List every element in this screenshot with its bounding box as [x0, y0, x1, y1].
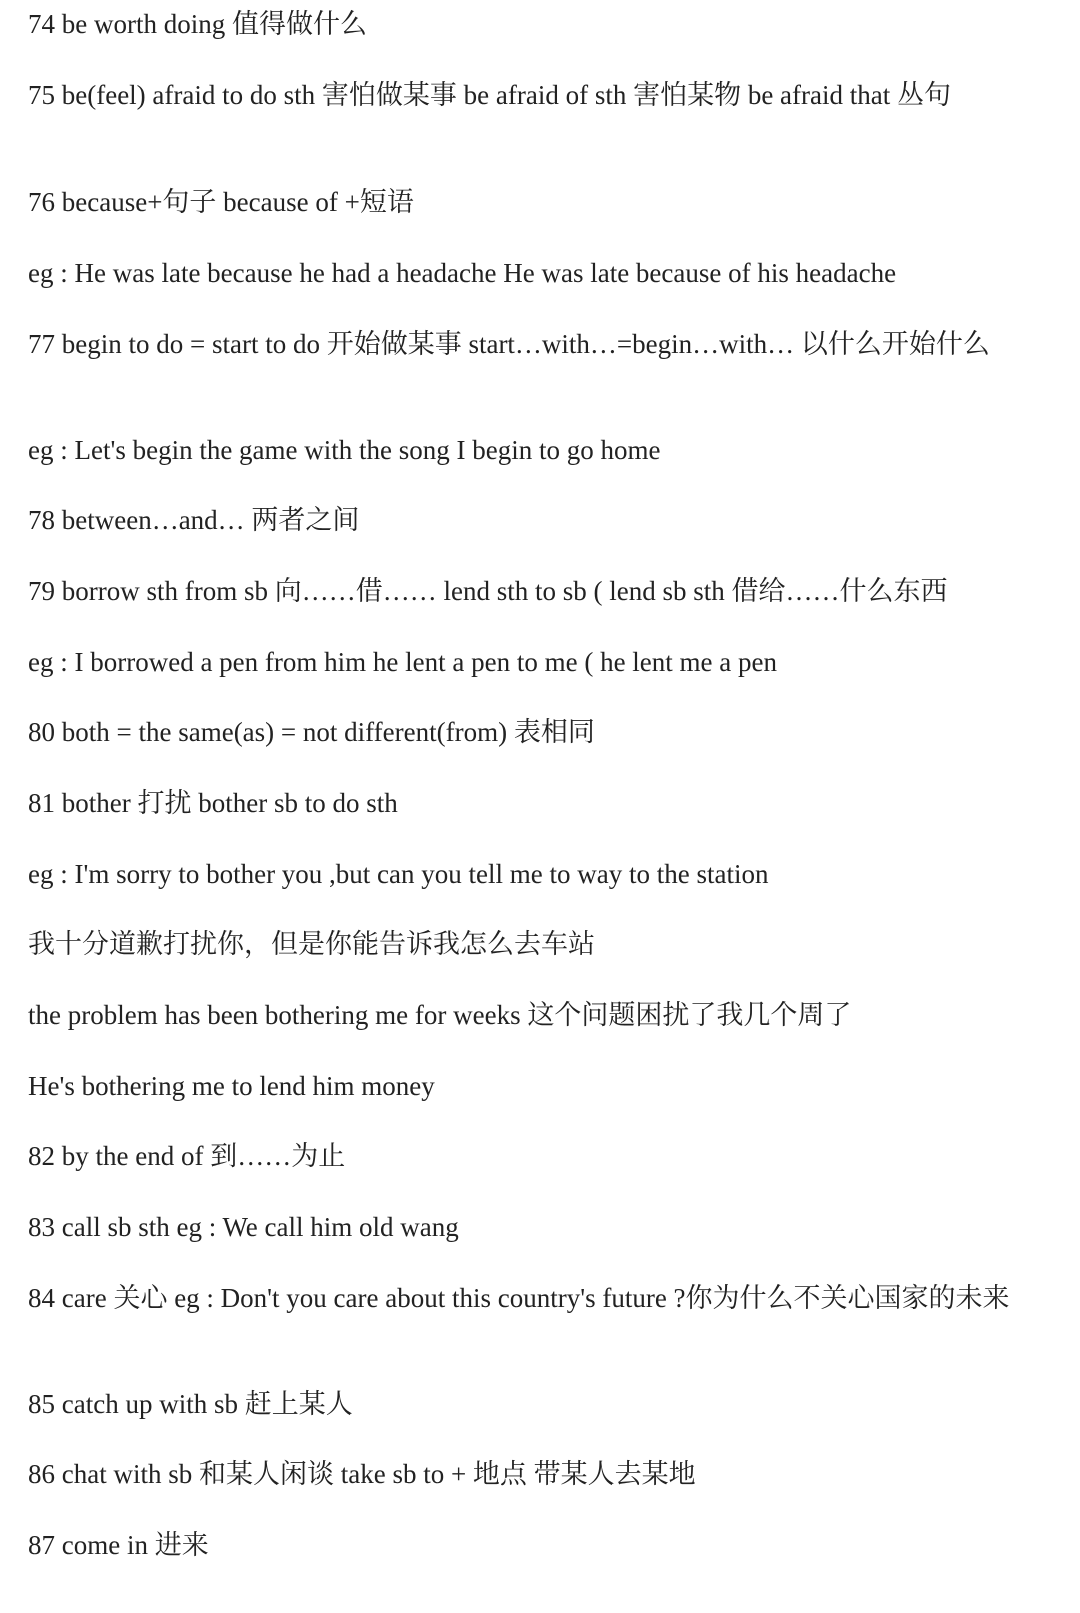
entry-79: 79 borrow sth from sb 向……借…… lend sth to sb ( lend sb sth 借给……什么东西: [28, 576, 948, 606]
entry-76: 76 because+句子 because of +短语: [28, 187, 414, 217]
entry-84: 84 care 关心 eg : Don't you care about this country's future ?你为什么不关心国家的未来: [28, 1283, 1010, 1313]
translation-81: 我十分道歉打扰你，但是你能告诉我怎么去车站: [28, 929, 595, 959]
entry-77: 77 begin to do = start to do 开始做某事 start…with…=begin…with… 以什么开始什么: [28, 329, 990, 359]
entry-81: 81 bother 打扰 bother sb to do sth: [28, 788, 398, 818]
entry-85: 85 catch up with sb 赶上某人: [28, 1389, 353, 1419]
example-79: eg : I borrowed a pen from him he lent a pen to me ( he lent me a pen: [28, 647, 777, 677]
entry-74: 74 be worth doing 值得做什么: [28, 9, 367, 39]
entry-83: 83 call sb sth eg : We call him old wang: [28, 1212, 459, 1242]
entry-80: 80 both = the same(as) = not different(from) 表相同: [28, 717, 595, 747]
entry-82: 82 by the end of 到……为止: [28, 1141, 346, 1171]
entry-87: 87 come in 进来: [28, 1530, 209, 1560]
example-81-b: the problem has been bothering me for weeks 这个问题困扰了我几个周了: [28, 1000, 852, 1030]
entry-78: 78 between…and… 两者之间: [28, 505, 360, 535]
entry-86: 86 chat with sb 和某人闲谈 take sb to + 地点 带某人去某地: [28, 1459, 696, 1489]
example-77: eg : Let's begin the game with the song I begin to go home: [28, 435, 661, 465]
example-81: eg : I'm sorry to bother you ,but can you tell me to way to the station: [28, 859, 769, 889]
entry-75: 75 be(feel) afraid to do sth 害怕做某事 be afraid of sth 害怕某物 be afraid that 丛句: [28, 80, 951, 110]
example-76: eg : He was late because he had a headache He was late because of his headache: [28, 258, 897, 288]
example-81-c: He's bothering me to lend him money: [28, 1071, 435, 1101]
